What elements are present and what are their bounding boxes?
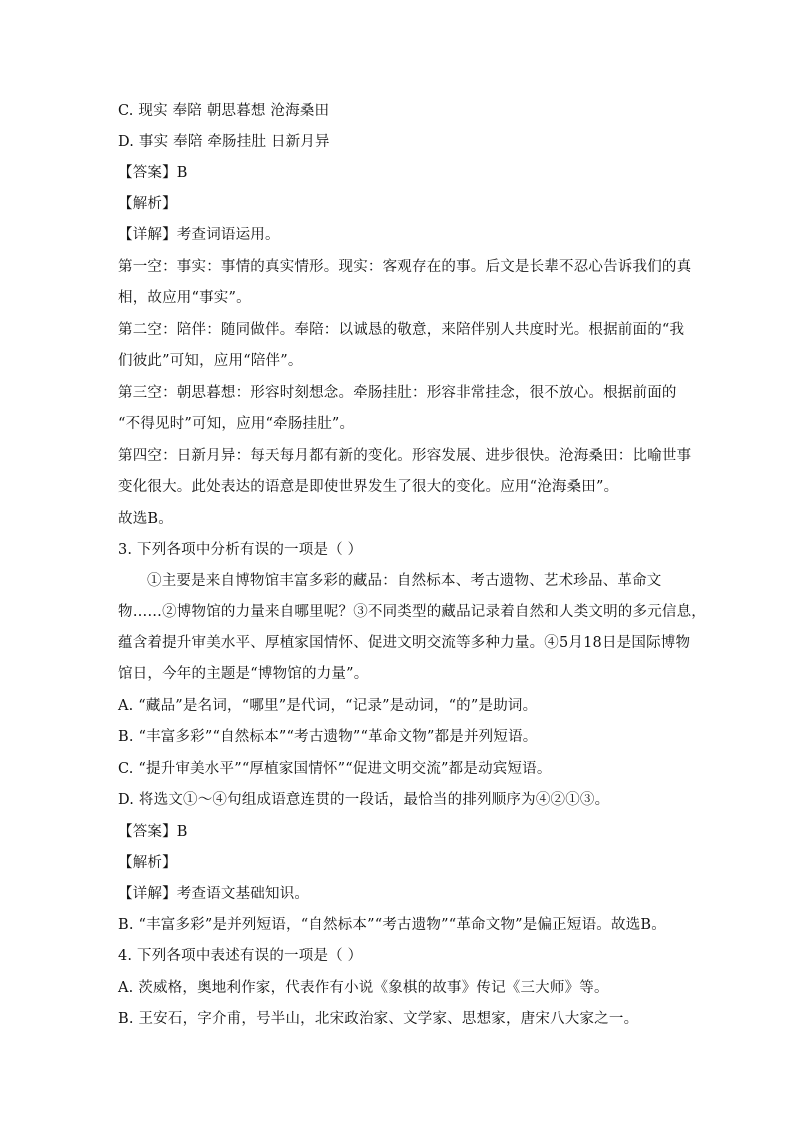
option-d-line: D. 将选文①～④句组成语意连贯的一段话，最恰当的排列顺序为④②①③。 bbox=[118, 792, 610, 808]
question-3-stem: 3. 下列各项中分析有误的一项是（ ） bbox=[118, 542, 363, 558]
explanation-line: 相，故应用“事实”。 bbox=[118, 290, 251, 306]
option-a-line: A. “藏品”是名词，“哪里”是代词，“记录”是动词，“的”是助词。 bbox=[118, 698, 538, 714]
answer-label: 【答案】B bbox=[118, 824, 188, 840]
question-4-stem: 4. 下列各项中表述有误的一项是（ ） bbox=[118, 948, 363, 964]
explanation-line: 第三空：朝思暮想：形容时刻想念。牵肠挂肚：形容非常挂念，很不放心。根据前面的 bbox=[118, 385, 677, 401]
passage-line: ①主要是来自博物馆丰富多彩的藏品：自然标本、考古遗物、艺术珍品、革命文 bbox=[147, 573, 662, 589]
passage-line: 蕴含着提升审美水平、厚植家国情怀、促进文明交流等多种力量。④5月18日是国际博物 bbox=[118, 635, 691, 651]
detail-label: 【详解】考查语文基础知识。 bbox=[118, 886, 310, 902]
conclusion-line: 故选B。 bbox=[118, 511, 173, 527]
option-b-line: B. “丰富多彩”“自然标本”“考古遗物”“革命文物”都是并列短语。 bbox=[118, 729, 538, 745]
option-d-line: D. 事实 奉陪 牵肠挂肚 日新月异 bbox=[118, 134, 330, 150]
passage-line: 馆日，今年的主题是“博物馆的力量”。 bbox=[118, 666, 369, 682]
analysis-label: 【解析】 bbox=[118, 196, 177, 212]
explanation-line: “不得见时”可知，应用“牵肠挂肚”。 bbox=[118, 416, 355, 432]
explanation-line: 们彼此”可知，应用“陪伴”。 bbox=[118, 353, 303, 369]
explanation-line: 变化很大。此处表达的语意是即使世界发生了很大的变化。应用“沧海桑田”。 bbox=[118, 479, 619, 495]
option-c-line: C. “提升审美水平”“厚植家国情怀”“促进文明交流”都是动宾短语。 bbox=[118, 761, 552, 777]
explanation-line: B. “丰富多彩”是并列短语，“自然标本”“考古遗物”“革命文物”是偏正短语。故选B。 bbox=[118, 917, 666, 933]
option-c-line: C. 现实 奉陪 朝思暮想 沧海桑田 bbox=[118, 103, 330, 119]
passage-line: 物……②博物馆的力量来自哪里呢？③不同类型的藏品记录着自然和人类文明的多元信息， bbox=[118, 604, 706, 620]
option-a-line: A. 茨威格，奥地利作家，代表作有小说《象棋的故事》传记《三大师》等。 bbox=[118, 980, 609, 996]
option-b-line: B. 王安石，字介甫，号半山，北宋政治家、文学家、思想家，唐宋八大家之一。 bbox=[118, 1011, 639, 1027]
analysis-label: 【解析】 bbox=[118, 855, 177, 871]
explanation-line: 第二空：陪伴：随同做伴。奉陪：以诚恳的敬意，来陪伴别人共度时光。根据前面的“我 bbox=[118, 322, 685, 338]
explanation-line: 第四空：日新月异：每天每月都有新的变化。形容发展、进步很快。沧海桑田：比喻世事 bbox=[118, 448, 692, 464]
answer-label: 【答案】B bbox=[118, 165, 188, 181]
detail-label: 【详解】考查词语运用。 bbox=[118, 227, 280, 243]
explanation-line: 第一空：事实：事情的真实情形。现实：客观存在的事。后文是长辈不忍心告诉我们的真 bbox=[118, 259, 692, 275]
